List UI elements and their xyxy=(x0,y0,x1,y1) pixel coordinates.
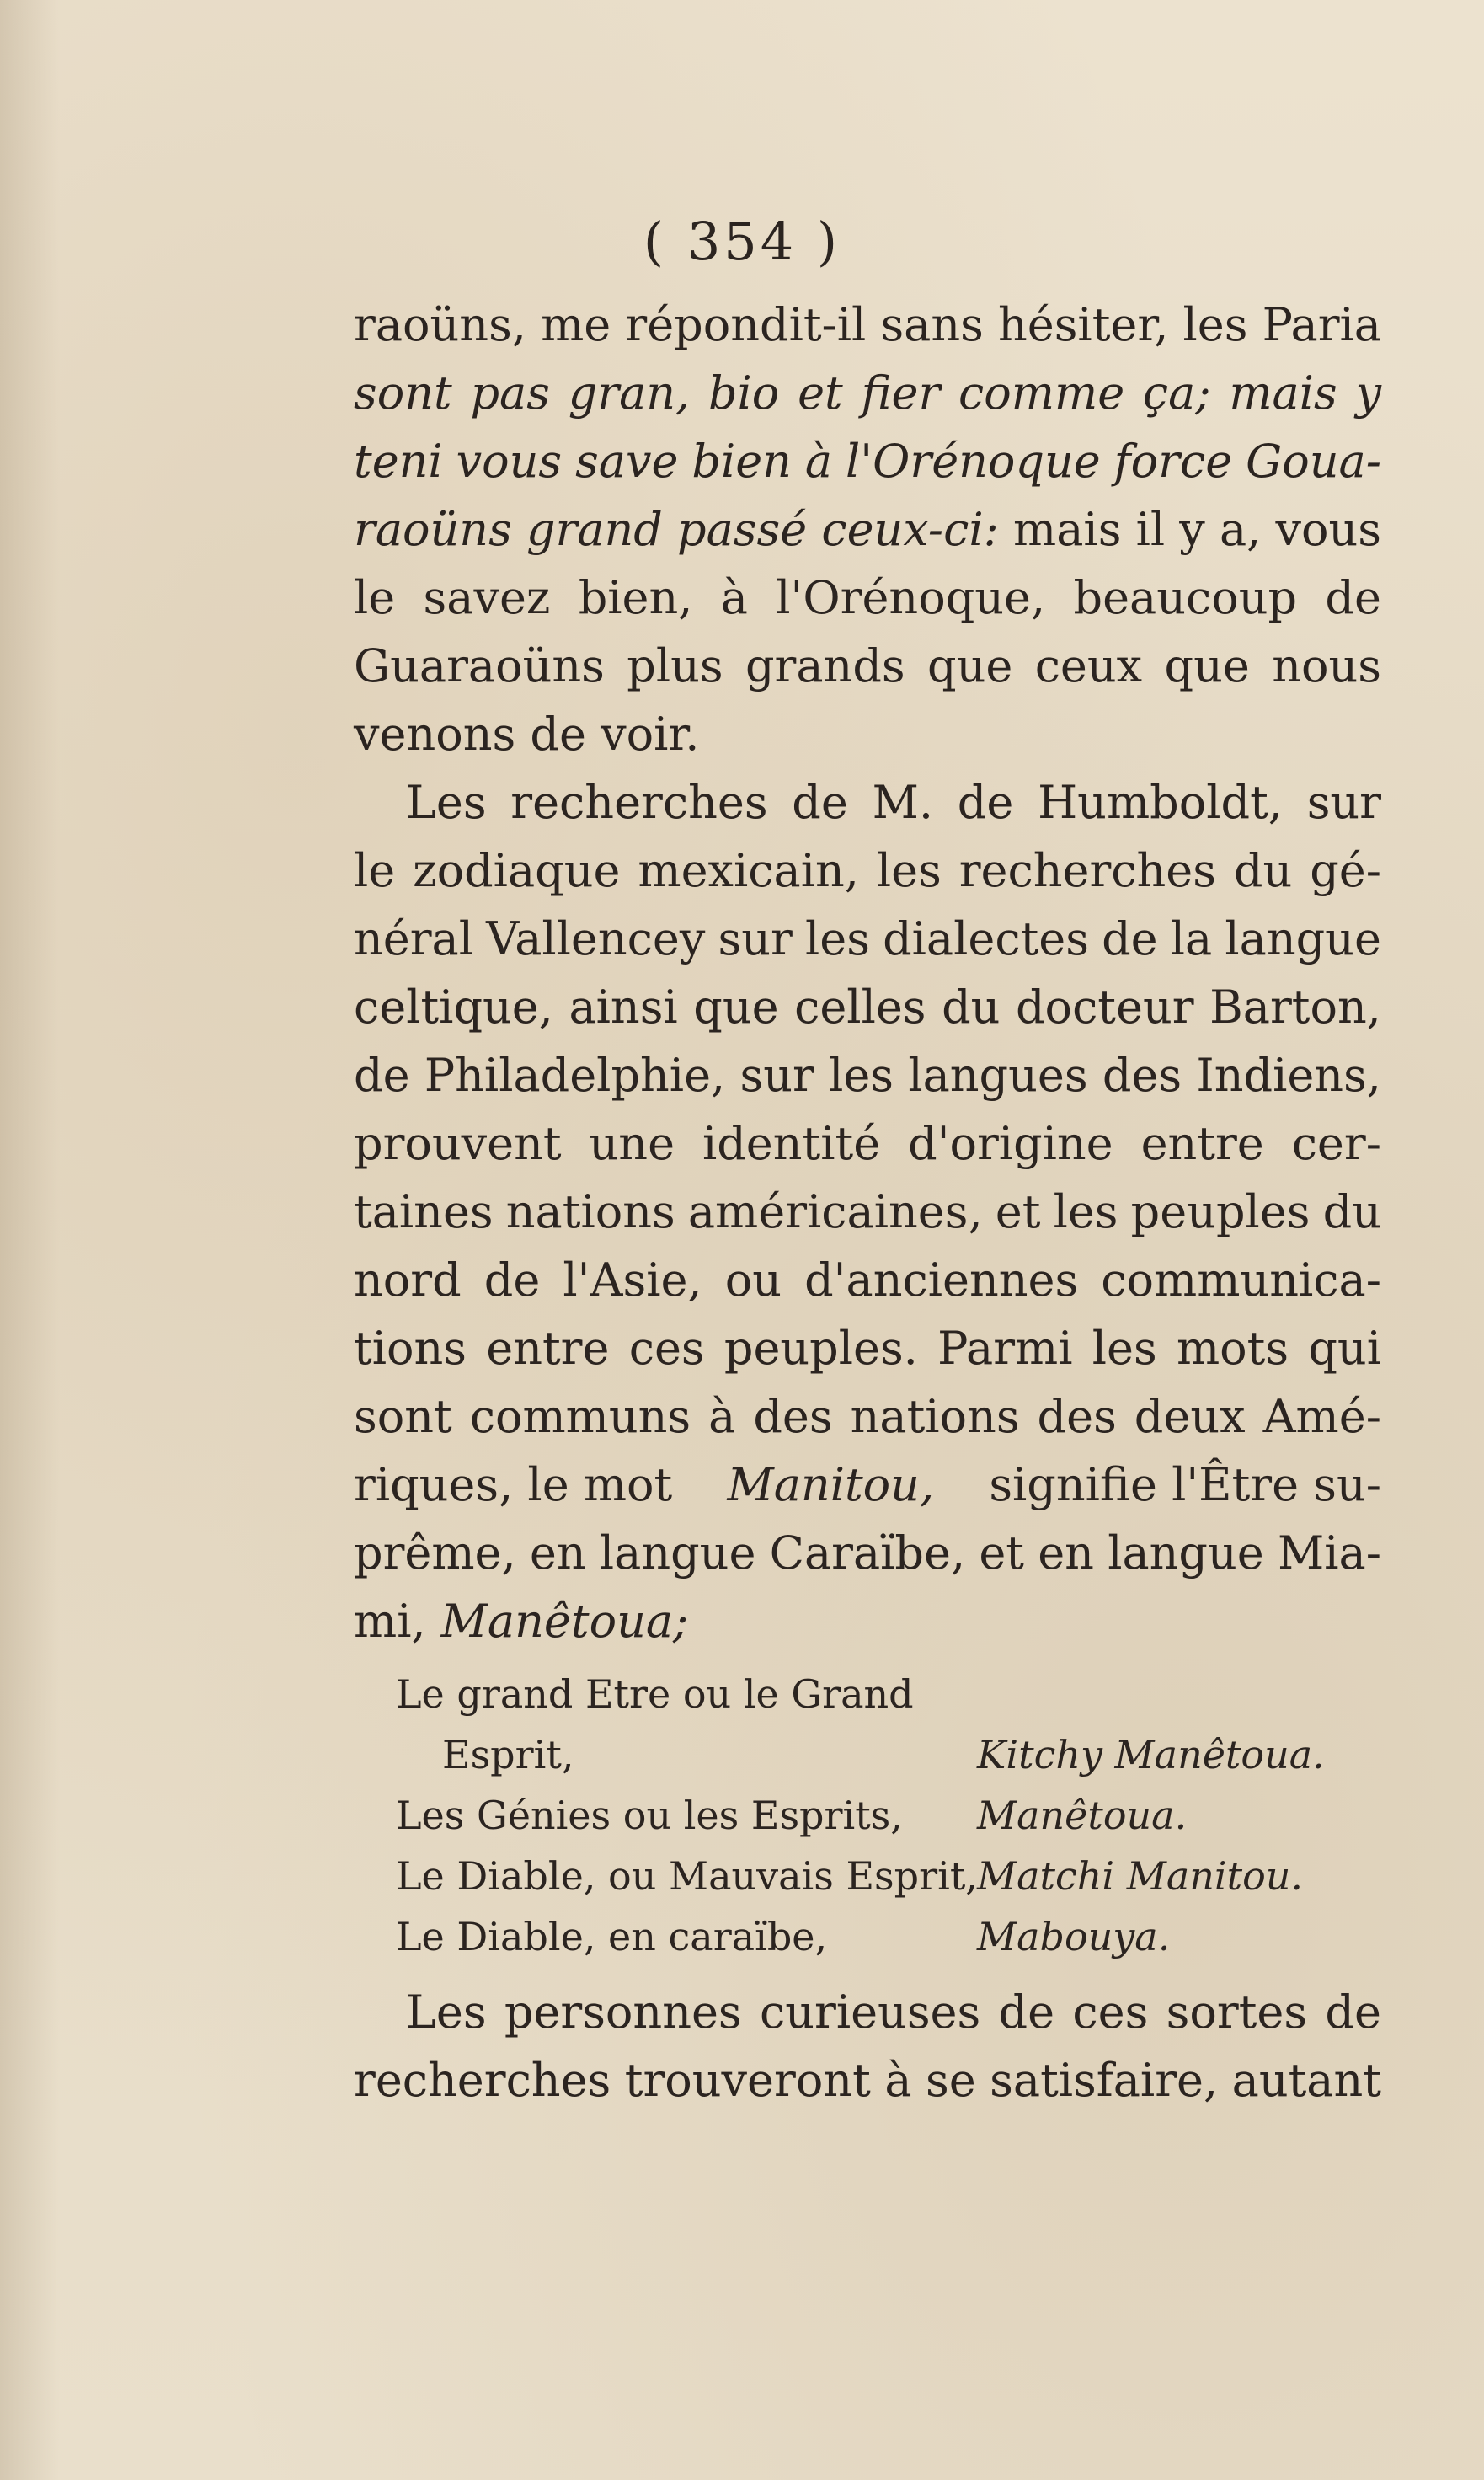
table-row xyxy=(396,1785,1356,1846)
word: Les xyxy=(406,1986,487,2039)
word: peuples. xyxy=(723,1322,918,1375)
text-line xyxy=(354,2046,1381,2114)
table-value: Manêtoua. xyxy=(977,1793,1188,1838)
word: peuples xyxy=(1130,1185,1311,1238)
word: Humboldt, xyxy=(1038,776,1283,829)
word: que xyxy=(927,639,1013,692)
text-line-content: venons de voir. xyxy=(354,708,700,761)
word: Guaraoüns xyxy=(354,639,605,692)
paragraph-start-line xyxy=(354,768,1381,836)
word: et xyxy=(995,1185,1041,1238)
word: recherches xyxy=(510,776,768,829)
word: de xyxy=(1325,1986,1381,2039)
table-term: Le grand Etre ou le Grand xyxy=(396,1671,914,1717)
word: bien, xyxy=(578,571,693,624)
word: hésiter, xyxy=(997,298,1169,351)
word: de xyxy=(792,776,848,829)
word: une xyxy=(589,1117,675,1170)
word: à xyxy=(708,1390,736,1443)
word: à xyxy=(804,435,833,488)
word: d'origine xyxy=(908,1117,1113,1170)
word: cer- xyxy=(1291,1117,1381,1170)
word: taines xyxy=(354,1185,494,1238)
word: langues xyxy=(908,1049,1088,1102)
word: nations xyxy=(505,1185,675,1238)
word: Mia- xyxy=(1277,1526,1381,1579)
italic-fragment: raoüns grand passé ceux-ci: xyxy=(354,503,999,556)
word: Les xyxy=(406,776,487,829)
word: les xyxy=(1182,298,1248,351)
table-row xyxy=(396,1846,1356,1906)
word: ainsi xyxy=(569,981,678,1034)
word: Goua- xyxy=(1246,435,1381,488)
word: tions xyxy=(354,1322,467,1375)
word: d'anciennes xyxy=(804,1253,1079,1307)
table-value: Kitchy Manêtoua. xyxy=(977,1732,1325,1777)
word: y xyxy=(1355,366,1381,420)
glossary-table xyxy=(396,1664,1356,1967)
text-line xyxy=(354,973,1381,1041)
paragraph-start-line xyxy=(354,1978,1381,2046)
word: langue xyxy=(599,1526,756,1579)
word: langue xyxy=(1108,1526,1264,1579)
word: bien xyxy=(691,435,792,488)
text-line-mixed xyxy=(354,1587,1381,1655)
word: communs xyxy=(469,1390,691,1443)
word: comme xyxy=(958,366,1125,420)
word: grands xyxy=(745,639,905,692)
word: ça; xyxy=(1142,366,1211,420)
word: l'Asie, xyxy=(563,1253,702,1307)
word: autant xyxy=(1231,2054,1381,2107)
word: l'Orénoque xyxy=(846,435,1101,488)
italic-fragment: Manitou, xyxy=(727,1458,935,1511)
word: les xyxy=(829,1049,894,1102)
word: la xyxy=(1170,912,1213,965)
word: les xyxy=(1053,1185,1118,1238)
text-line xyxy=(354,1382,1381,1451)
word: de xyxy=(998,1986,1055,2039)
word: les xyxy=(804,912,870,965)
text-line xyxy=(354,1178,1381,1246)
word: celtique, xyxy=(354,981,553,1034)
word: qui xyxy=(1308,1322,1381,1375)
roman-fragment: mi, xyxy=(354,1595,426,1648)
word: le xyxy=(354,571,396,624)
word: gé- xyxy=(1310,844,1381,897)
text-line xyxy=(354,1246,1381,1314)
table-term: Le Diable, en caraïbe, xyxy=(396,1914,828,1959)
word: ceux xyxy=(1034,639,1143,692)
word: à xyxy=(720,571,748,624)
table-term: Les Génies ou les Esprits, xyxy=(396,1793,903,1838)
word: sur xyxy=(718,912,793,965)
word: du xyxy=(942,981,1001,1034)
word: du xyxy=(1322,1185,1381,1238)
table-value: Mabouya. xyxy=(977,1914,1171,1959)
word: curieuses xyxy=(759,1986,981,2039)
closing-paragraph xyxy=(354,1978,1381,2114)
word: gran, xyxy=(568,366,691,420)
word: dialectes xyxy=(883,912,1089,965)
table-term: Le Diable, ou Mauvais Esprit, xyxy=(396,1853,978,1899)
word: force xyxy=(1113,435,1233,488)
word: beaucoup xyxy=(1073,571,1298,624)
text-line xyxy=(354,1109,1381,1178)
word: américaines, xyxy=(687,1185,983,1238)
italic-fragment: Manêtoua; xyxy=(440,1595,689,1648)
word: nous xyxy=(1272,639,1381,692)
word: deux xyxy=(1134,1390,1246,1443)
text-line xyxy=(354,1041,1381,1109)
word: et xyxy=(979,1526,1024,1579)
table-row xyxy=(396,1906,1356,1967)
text-line xyxy=(354,1314,1381,1382)
word: langue xyxy=(1225,912,1381,965)
word: Indiens, xyxy=(1196,1049,1381,1102)
word: des xyxy=(753,1390,833,1443)
word: personnes xyxy=(504,1986,742,2039)
word: l'Orénoque, xyxy=(776,571,1046,624)
word: et xyxy=(798,366,843,420)
word: de xyxy=(957,776,1014,829)
roman-fragment: riques, le mot xyxy=(354,1458,673,1511)
word: me xyxy=(541,298,611,351)
word: des xyxy=(1102,1049,1182,1102)
text-line xyxy=(354,291,1381,359)
word: que xyxy=(693,981,779,1034)
word: sans xyxy=(880,298,984,351)
word: M. xyxy=(872,776,934,829)
text-line xyxy=(354,700,1381,768)
word: répondit-il xyxy=(625,298,867,351)
word: sortes xyxy=(1166,1986,1308,2039)
word: nord xyxy=(354,1253,462,1307)
word: que xyxy=(1164,639,1250,692)
text-line-italic xyxy=(354,427,1381,495)
word: entre xyxy=(486,1322,610,1375)
word: du xyxy=(1233,844,1293,897)
text-line xyxy=(354,632,1381,700)
word: Parmi xyxy=(937,1322,1073,1375)
word: prême, xyxy=(354,1526,516,1579)
word: Vallencey xyxy=(486,912,706,965)
word: Paria xyxy=(1262,298,1381,351)
word: ces xyxy=(628,1322,705,1375)
table-value: Matchi Manitou. xyxy=(977,1853,1304,1899)
main-text xyxy=(354,291,1381,1655)
table-term: Esprit, xyxy=(442,1732,574,1777)
word: de xyxy=(354,1049,410,1102)
word: néral xyxy=(354,912,474,965)
word: de xyxy=(1102,912,1158,965)
text-line-italic xyxy=(354,359,1381,427)
word: le xyxy=(354,844,396,897)
roman-fragment: signifie l'Être su- xyxy=(989,1458,1381,1511)
word: Philadelphie, xyxy=(424,1049,726,1102)
text-line xyxy=(354,836,1381,905)
word: pas xyxy=(470,366,550,420)
word: trouveront xyxy=(624,2054,871,2107)
word: mais xyxy=(1229,366,1337,420)
word: entre xyxy=(1140,1117,1264,1170)
word: de xyxy=(1325,571,1381,624)
word: sur xyxy=(1306,776,1381,829)
word: mexicain, xyxy=(638,844,859,897)
word: les xyxy=(1092,1322,1157,1375)
word: satisfaire, xyxy=(990,2054,1219,2107)
word: prouvent xyxy=(354,1117,562,1170)
word: mots xyxy=(1176,1322,1289,1375)
text-line-mixed xyxy=(354,495,1381,564)
word: teni xyxy=(354,435,443,488)
word: zodiaque xyxy=(413,844,621,897)
word: plus xyxy=(627,639,723,692)
text-line xyxy=(354,564,1381,632)
page-number: ( 354 ) xyxy=(643,211,841,272)
word: les xyxy=(876,844,942,897)
word: vous xyxy=(456,435,563,488)
word: en xyxy=(529,1526,586,1579)
table-row xyxy=(396,1664,1356,1724)
table-row xyxy=(396,1724,1356,1785)
word: save xyxy=(575,435,679,488)
word: Caraïbe, xyxy=(769,1526,966,1579)
word: des xyxy=(1037,1390,1117,1443)
word: en xyxy=(1038,1526,1094,1579)
text-line-mixed xyxy=(354,1451,1381,1519)
word: de xyxy=(483,1253,541,1307)
word: se xyxy=(926,2054,976,2107)
word: communica- xyxy=(1101,1253,1381,1307)
word: celles xyxy=(794,981,926,1034)
word: raoüns, xyxy=(354,298,526,351)
word: Amé- xyxy=(1262,1390,1381,1443)
word: ces xyxy=(1072,1986,1149,2039)
word: sur xyxy=(739,1049,814,1102)
page-gutter-shadow xyxy=(0,0,59,2480)
word: à xyxy=(884,2054,912,2107)
word: recherches xyxy=(958,844,1216,897)
text-line xyxy=(354,1519,1381,1587)
word: fier xyxy=(861,366,941,420)
word: sont xyxy=(354,366,452,420)
text-line xyxy=(354,905,1381,973)
word: ou xyxy=(724,1253,782,1307)
word: bio xyxy=(707,366,780,420)
word: identité xyxy=(702,1117,881,1170)
word: nations xyxy=(850,1390,1020,1443)
word: recherches xyxy=(354,2054,611,2107)
word: Barton, xyxy=(1209,981,1381,1034)
word: docteur xyxy=(1015,981,1194,1034)
word: sont xyxy=(354,1390,452,1443)
word: savez xyxy=(423,571,551,624)
roman-fragment: mais il y a, vous xyxy=(1013,503,1381,556)
